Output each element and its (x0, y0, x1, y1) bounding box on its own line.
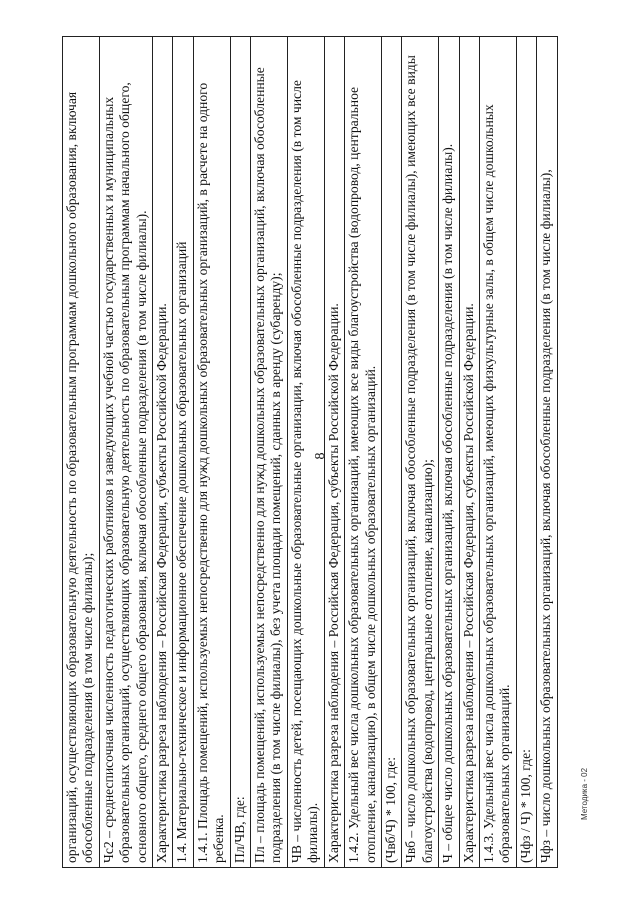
table-row (402, 37, 439, 868)
table-row (516, 37, 536, 868)
table-row (345, 37, 382, 868)
table-row (230, 37, 250, 868)
table-cell: организаций, осуществляющих образовательную деятельность по образовательным программам дошкольного образования, включая обособленные подразделения (в том числе филиалы); (63, 37, 100, 868)
rotated-page-content (62, 36, 582, 868)
formula-cell: (Чвб/Ч) * 100, где: (381, 37, 401, 868)
formula-cell: (Чфз / Ч) * 100, где: (516, 37, 536, 868)
table-row (173, 37, 193, 868)
table-cell: Характеристика разреза наблюдения – Российская Федерация, субъекты Российской Федерации. (459, 37, 479, 868)
table-cell: Чс2 – среднесписочная численность педагогических работников и заведующих учебной частью государственных и муниципальных образовательных организаций, осуществляющих образовательную деятельность по образовательным программам начального общего, основного общего, среднего общего образования, включая обособленные подразделения (в том числе филиалы). (99, 37, 152, 868)
table-cell: Чвб – число дошкольных образовательных организаций, включая обособленные подразделения (в том числе филиалы), имеющих все виды благоустройства (водопровод, центральное отопление, канализацию); (402, 37, 439, 868)
table-row (63, 37, 100, 868)
table-row (324, 37, 344, 868)
table-cell: Пл – площадь помещений, используемых непосредственно для нужд дошкольных образовательных организаций, включая обособленные подразделения (в том числе филиалы), без учета площади помещений, сданных в аренду (субаренду); (251, 37, 288, 868)
methodology-table (62, 36, 558, 868)
table-cell: ЧВ – численность детей, посещающих дошкольные образовательные организации, включая обособленные подразделения (в том числе филиалы). (287, 37, 324, 868)
page-footer: Методика - 02 (580, 767, 589, 820)
section-heading-cell: 1.4. Материально-техническое и информационное обеспечение дошкольных образовательных организаций (173, 37, 193, 868)
table-row (439, 37, 459, 868)
table-row (287, 37, 324, 868)
table-cell: Характеристика разреза наблюдения – Российская Федерация, субъекты Российской Федерации. (324, 37, 344, 868)
table-row (459, 37, 479, 868)
table-row (251, 37, 288, 868)
table-cell: 1.4.3. Удельный вес числа дошкольных образовательных организаций, имеющих физкультурные залы, в общем числе дошкольных образовательных организаций. (479, 37, 516, 868)
table-row (153, 37, 173, 868)
table-row (99, 37, 152, 868)
table-cell: Характеристика разреза наблюдения – Российская Федерация, субъекты Российской Федерации. (153, 37, 173, 868)
table-row (381, 37, 401, 868)
table-cell: 1.4.1. Площадь помещений, используемых непосредственно для нужд дошкольных образовательных организаций, в расчете на одного ребенка. (193, 37, 230, 868)
table-row (479, 37, 516, 868)
table-cell: Ч – общее число дошкольных образовательных организаций, включая обособленные подразделения (в том числе филиалы). (439, 37, 459, 868)
table-cell: 1.4.2. Удельный вес числа дошкольных образовательных организаций, имеющих все виды благоустройства (водопровод, центральное отопление, канализацию), в общем числе дошкольных образовательных организаций. (345, 37, 382, 868)
table-row (537, 37, 557, 868)
table-row (193, 37, 230, 868)
page-number: 8 (313, 452, 328, 460)
table-cell: Чфз – число дошкольных образовательных организаций, включая обособленные подразделения (в том числе филиалы), (537, 37, 557, 868)
formula-cell: Пл/ЧВ, где: (230, 37, 250, 868)
